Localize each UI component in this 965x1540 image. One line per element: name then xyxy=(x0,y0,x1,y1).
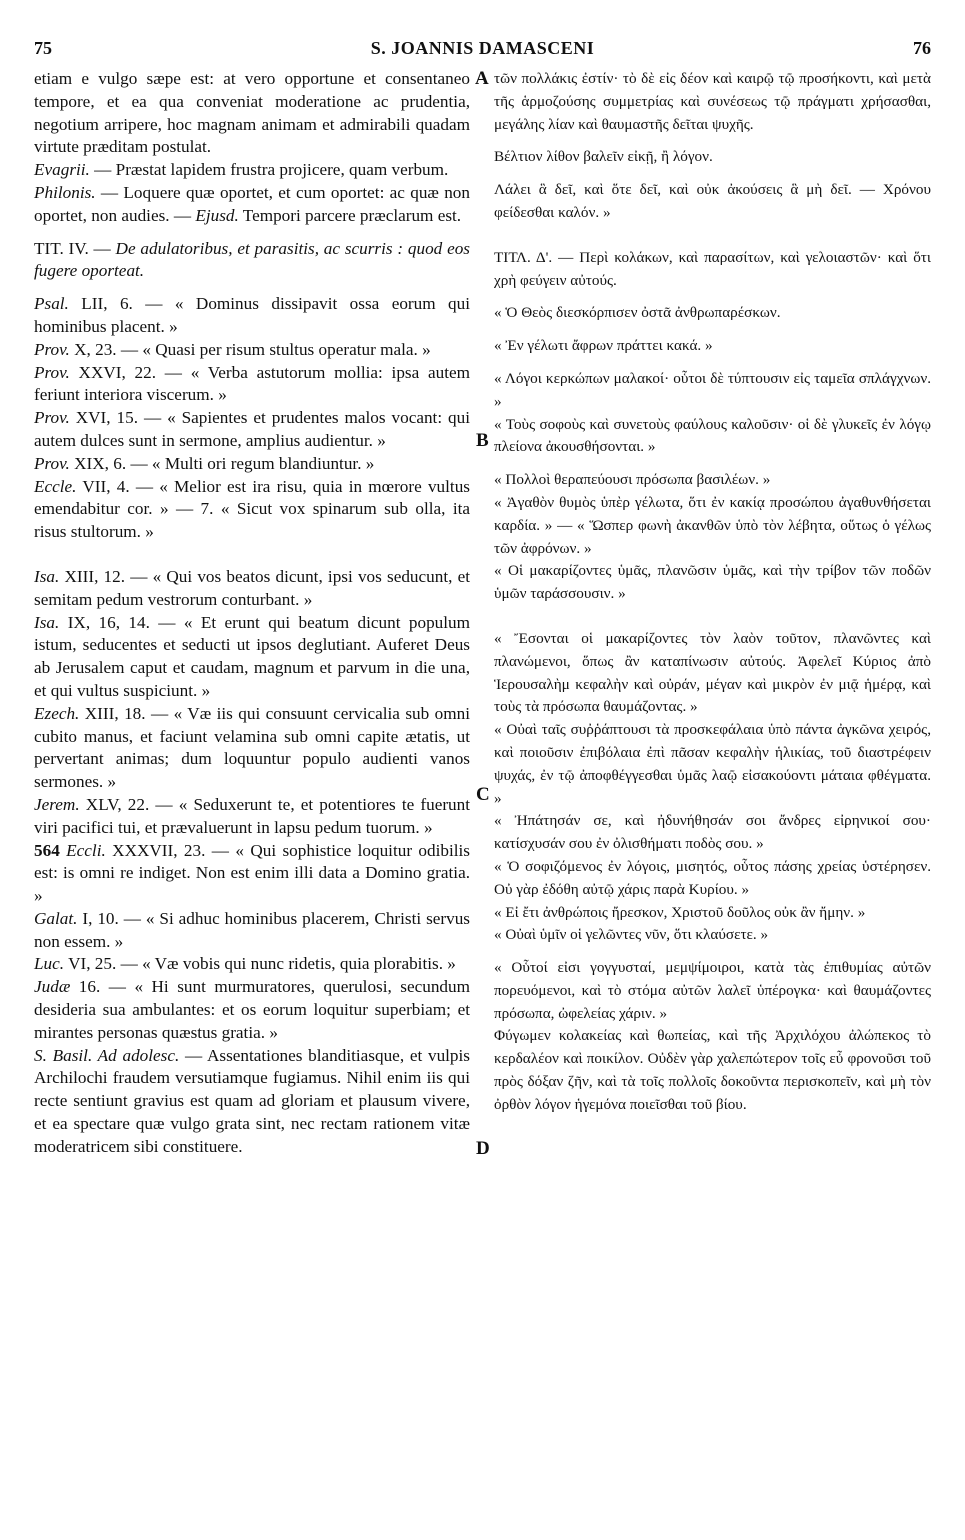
greek-paragraph: « Τοὺς σοφοὺς καὶ συνετοὺς φαύλους καλοῦσιν· οἱ δὲ γλυκεῖς ἐν λόγῳ πλείονα ἀκουσθήσονται. » xyxy=(494,415,931,456)
verse-number: XVI, 15. xyxy=(69,408,139,428)
source-reference: Isa. xyxy=(34,612,60,632)
latin-text: — « Væ vobis qui nunc ridetis, quia plorabitis. » xyxy=(116,954,456,974)
greek-paragraph: « Οὗτοί εἰσι γογγυσταί, μεμψίμοιροι, κατὰ τὰς ἐπιθυμίας αὐτῶν πορευόμενοι, καὶ τὸ στόμα αὐτῶν λαλεῖ ὑπέρογκα· καὶ θαυμάζοντες πρόσωπα, ὠφελείας χάριν. » xyxy=(494,959,931,1022)
verse-number: I, 10. xyxy=(77,908,119,928)
title-heading xyxy=(34,238,470,284)
latin-paragraph xyxy=(34,159,470,182)
verse-number: XIX, 6. xyxy=(69,453,127,473)
source-reference: Philonis. xyxy=(34,182,96,202)
verse-number: VII, 4. xyxy=(76,476,130,496)
source-reference: Judæ xyxy=(34,977,71,997)
margin-letter-d: D xyxy=(476,1138,490,1159)
source-reference: Ezech. xyxy=(34,703,80,723)
left-page-number: 75 xyxy=(34,38,52,58)
latin-paragraph xyxy=(34,1045,470,1159)
latin-text: — « Qui vos beatos dicunt, ipsi vos seducunt, et semitam pedum vestrorum conturbant. » xyxy=(34,566,470,609)
latin-text: — « Sapientes et prudentes malos vocant: qui autem dulces sunt in sermone, amplius audientur. » xyxy=(34,408,470,450)
latin-paragraph xyxy=(34,293,470,339)
greek-paragraph: Φύγωμεν κολακείας καὶ θωπείας, καὶ τῆς Ἀρχιλόχου ἀλώπεκος τὸ κερδαλέον καὶ ποικίλον. Οὐδὲν γὰρ χαλεπώτερον τοῖς εὖ φρονοῦσι τοῦ πρὸς δόξαν ζῆν, καὶ τὰ τοῖς πολλοῖς δοκοῦντα περισκοπεῖν, καὶ μὴ τὸν ὀρθὸν λόγον ἡγεμόνα ποιεῖσθαι τοῦ βίου. xyxy=(494,1027,931,1113)
spacer xyxy=(494,325,931,335)
latin-text: — « Seduxerunt te, et potentiores te fuerunt viri pacifici tui, et prævaluerunt in lapsu pedum tuorum. » xyxy=(34,794,471,837)
greek-paragraph: « Οἱ μακαρίζοντες ὑμᾶς, πλανῶσιν ὑμᾶς, καὶ τὴν τρίβον τῶν ποδῶν ὑμῶν ταράσσουσιν. » xyxy=(494,562,931,603)
greek-paragraph: « Ἔσονται οἱ μακαρίζοντες τὸν λαὸν τοῦτον, πλανῶντες καὶ πλανώμενοι, ὅπως ἂν καταπίνωσιν αὐτούς. Ἀφελεῖ Κύριος ἀπὸ Ἱερουσαλὴμ κεφαλὴν καὶ οὐράν, μέγαν καὶ μικρὸν ἐν μιᾷ ἡμέρᾳ, καὶ τοὺς τὰ πρόσωπα θαυμάζοντας. » xyxy=(494,629,931,716)
verse-number: XIII, 18. xyxy=(79,703,146,723)
greek-paragraph: « Ὁ Θεὸς διεσκόρπισεν ὀστᾶ ἀνθρωπαρέσκων. xyxy=(494,304,781,322)
source-reference: Eccli. xyxy=(66,840,106,860)
latin-text: — « Et erunt qui beatum dicunt populum istum, seducentes et seducti ut ipsos deglutiant. Auferet Deus ab Jerusalem caput et caudam, magnum et parvum in die una, et qui vultus suspiciunt. » xyxy=(34,612,470,700)
latin-paragraph xyxy=(34,566,470,612)
running-title: S. JOANNIS DAMASCENI xyxy=(370,38,595,58)
source-reference: Prov. xyxy=(34,453,70,473)
greek-paragraph: « Ἠπάτησάν σε, καὶ ἠδυνήθησάν σοι ἄνδρες εἰρηνικοί σου· κατίσχυσάν σου ἐν ὀλισθήματι ποδὸς σου. » xyxy=(494,812,931,853)
title-number: TIT. IV. — xyxy=(34,238,116,258)
verse-number: VI, 25. xyxy=(64,954,117,974)
greek-paragraph: « Λόγοι κερκώπων μαλακοί· οὗτοι δὲ τύπτουσιν εἰς ταμεῖα σπλάγχνων. » xyxy=(494,369,931,410)
spacer xyxy=(494,358,931,368)
greek-paragraph: τῶν πολλάκις ἐστίν· τὸ δὲ εἰς δέον καὶ καιρῷ τῷ προσήκοντι, καὶ μετὰ τῆς ἁρμοζούσης συμμετρίας καὶ συνέσεως τῷ πράγματι χρήσασθαι, μεγάλης λίαν καὶ θαυμαστῆς δεῖται ψυχῆς. xyxy=(494,70,931,133)
source-reference: Psal. xyxy=(34,294,69,314)
latin-paragraph xyxy=(34,953,470,976)
right-page-number: 76 xyxy=(913,38,931,58)
source-reference: Prov. xyxy=(34,408,70,428)
latin-text: — Assentationes blanditiasque, et vulpis Archilochi fraudem versutiamque fugiamus. Nihil enim iis qui recte sentiunt gravius est quam ad gloriam et plausum vivere, et ea spectare quæ vulgo grata sint, nec rectam rationem vitæ moderatricem sibi constituere. xyxy=(34,1045,470,1156)
verse-number: XLV, 22. xyxy=(79,794,150,814)
greek-paragraph: Βέλτιον λίθον βαλεῖν εἰκῇ, ἢ λόγον. xyxy=(494,148,713,166)
verse-number: XXXVII, 23. xyxy=(105,840,206,860)
latin-paragraph xyxy=(34,703,470,794)
latin-text: — « Quasi per risum stultus operatur mala. » xyxy=(116,339,431,359)
margin-letter-b: B xyxy=(476,430,489,451)
latin-paragraph xyxy=(34,794,470,840)
greek-paragraph: « Οὐαὶ ταῖς συῤῥάπτουσι τὰ προσκεφάλαια ὑπὸ πάντα ἀγκῶνα χειρός, καὶ ποιοῦσιν ἐπιβόλαια ἐπὶ πᾶσαν κεφαλὴν ἡλικίας, τοῦ διαστρέφειν ψυχάς, ἐν τῷ ἀποφθέγγεσθαι ὑμᾶς λαῷ εἰσακούοντι μάταια φθέγματα. » xyxy=(494,721,931,807)
title-subject: De adulatoribus, et parasitis, ac scurris : quod eos fugere oporteat. xyxy=(34,238,470,281)
latin-paragraph xyxy=(34,840,470,908)
verse-number: LII, 6. xyxy=(68,294,133,314)
latin-text: etiam e vulgo sæpe est: at vero opportune et consentaneo tempore, et ea qua conveniat moderatione ac prudentia, negotium arripere, hoc magnam animam et admirabili quadam virtute præditam postulat. xyxy=(34,69,470,157)
spacer xyxy=(494,459,931,469)
latin-text: — « Hi sunt murmuratores, querulosi, secundum desideria sua ambulantes: et os eorum loquitur superbiam; et mirantes personas quæstus gratia. » xyxy=(34,977,470,1042)
latin-text: — « Melior est ira risu, quia in mœrore vultus emendabitur cor. » — 7. « Sicut vox spinarum sub olla, ita risus stultorum. » xyxy=(34,476,470,542)
latin-paragraph xyxy=(34,453,470,476)
latin-paragraph xyxy=(34,976,470,1044)
latin-text: — « Verba astutorum mollia: ipsa autem feriunt interiora viscerum. » xyxy=(34,362,470,405)
spacer xyxy=(34,228,470,238)
margin-letter-a: A xyxy=(475,68,489,89)
source-reference: Jerem. xyxy=(34,794,80,814)
source-reference: Luc. xyxy=(34,954,65,974)
spacer xyxy=(494,169,931,179)
latin-paragraph xyxy=(34,68,470,159)
source-reference: Prov. xyxy=(34,362,70,382)
latin-paragraph xyxy=(34,362,470,408)
greek-paragraph: Λάλει ἃ δεῖ, καὶ ὅτε δεῖ, καὶ οὐκ ἀκούσεις ἃ μὴ δεῖ. — Χρόνου φείδεσθαι καλόν. » xyxy=(494,181,931,221)
spacer xyxy=(34,544,470,566)
greek-paragraph: « Οὐαὶ ὑμῖν οἱ γελῶντες νῦν, ὅτι κλαύσετε. » xyxy=(494,926,769,944)
greek-column xyxy=(494,68,931,1117)
latin-text: — « Multi ori regum blandiuntur. » xyxy=(126,453,375,473)
latin-text: — « Væ iis qui consuunt cervicalia sub omni cubito manus, et faciunt velamina sub omni capite ætatis, ut pervertant animas; dum loquuntur populo audienti vanos sermones. » xyxy=(34,703,470,792)
greek-paragraph: « Ἐν γέλωτι ἄφρων πράττει κακά. » xyxy=(494,337,713,355)
source-reference: Evagrii. xyxy=(34,160,90,180)
latin-paragraph xyxy=(34,908,470,954)
margin-letter-c: C xyxy=(476,784,490,805)
latin-paragraph xyxy=(34,476,470,544)
source-reference: Prov. xyxy=(34,339,70,359)
latin-text: — « Qui sophistice loquitur odibilis est: is omni re indiget. Non est enim illi data a Domino gratia. » xyxy=(34,840,470,906)
latin-text: — « Si adhuc hominibus placerem, Christi servus non essem. » xyxy=(34,908,470,951)
latin-text: — Præstat lapidem frustra projicere, quam verbum. xyxy=(89,160,449,180)
greek-title-heading: ΤΙΤΛ. Δ'. — Περὶ κολάκων, καὶ παρασίτων, καὶ γελοιαστῶν· καὶ ὅτι χρὴ φεύγειν αὐτούς. xyxy=(494,248,931,289)
spacer xyxy=(494,136,931,146)
source-reference: Galat. xyxy=(34,908,78,928)
spacer xyxy=(494,606,931,628)
latin-paragraph xyxy=(34,612,470,703)
greek-paragraph: « Πολλοὶ θεραπεύουσι πρόσωπα βασιλέων. » xyxy=(494,471,771,489)
latin-column xyxy=(34,68,470,1159)
verse-number: IX, 16, 14. xyxy=(59,612,150,632)
spacer xyxy=(494,292,931,302)
source-reference: Ejusd. xyxy=(195,205,239,225)
greek-paragraph: « Ἀγαθὸν θυμὸς ὑπὲρ γέλωτα, ὅτι ἐν κακίᾳ προσώπου ἀγαθυνθήσεται καρδία. » — « Ὥσπερ φωνὴ ἀκανθῶν ὑπὸ τὸν λέβητα, οὕτως ὁ γέλως τῶν ἀφρόνων. » xyxy=(494,493,931,557)
greek-paragraph: « Εἰ ἔτι ἀνθρώποις ἤρεσκον, Χριστοῦ δοῦλος οὐκ ἂν ἤμην. » xyxy=(494,903,866,921)
latin-text: — Loquere quæ oportet, et cum oportet: ac quæ non oportet, non audies. — xyxy=(34,182,470,225)
source-reference: Isa. xyxy=(34,566,60,586)
running-header xyxy=(34,38,931,64)
latin-text: — « Dominus dissipavit ossa eorum qui hominibus placent. » xyxy=(34,294,470,336)
greek-paragraph: « Ὁ σοφιζόμενος ἐν λόγοις, μισητός, οὗτος πάσης χρείας ὑστέρησεν. Οὐ γὰρ ἐδόθη αὐτῷ χάρις παρὰ Κυρίου. » xyxy=(494,857,931,898)
verse-number: 16. xyxy=(70,977,101,997)
verse-number: XXVI, 22. xyxy=(69,362,157,382)
verse-number: X, 23. xyxy=(69,339,117,359)
latin-text: Tempori parcere præclarum est. xyxy=(238,205,462,225)
spacer xyxy=(34,283,470,293)
latin-paragraph xyxy=(34,407,470,453)
column-number: 564 xyxy=(34,840,67,860)
spacer xyxy=(494,947,931,957)
spacer xyxy=(494,225,931,247)
latin-paragraph xyxy=(34,339,470,362)
latin-paragraph xyxy=(34,182,470,228)
source-reference: Eccle. xyxy=(34,476,77,496)
verse-number: XIII, 12. xyxy=(59,566,126,586)
source-reference: S. Basil. Ad adolesc. xyxy=(34,1045,180,1065)
